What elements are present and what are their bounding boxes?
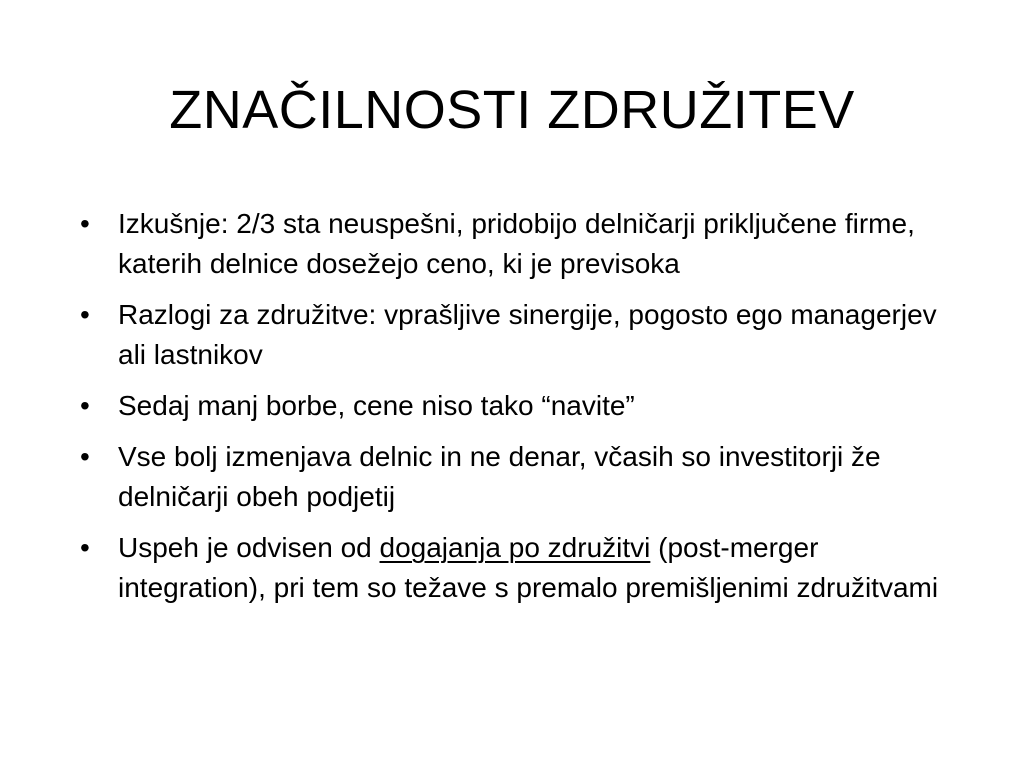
bullet-icon: •: [80, 390, 90, 421]
bullet-icon: •: [80, 208, 90, 239]
bullet-item-experience: [80, 204, 940, 284]
bullet-item-prices: [80, 386, 940, 426]
slide-title: ZNAČILNOSTI ZDRUŽITEV: [169, 80, 855, 140]
bullet-text: Vse bolj izmenjava delnic in ne denar, včasih so investitorji že delničarji obeh podjetij: [118, 441, 881, 512]
bullet-item-reasons: [80, 295, 940, 375]
bullet-icon: •: [80, 299, 90, 330]
underlined-phrase: dogajanja po združitvi: [379, 532, 651, 563]
bullet-icon: •: [80, 532, 90, 563]
bullet-item-success: [80, 528, 940, 608]
bullet-text: Izkušnje: 2/3 sta neuspešni, pridobijo delničarji priključene firme, katerih delnice dosežejo ceno, ki je previsoka: [118, 208, 915, 279]
bullet-item-share-exchange: [80, 437, 940, 517]
bullet-text-after: (post-merger integration), pri tem so težave s premalo premišljenimi združitvami: [118, 532, 939, 603]
bullet-list: [80, 204, 940, 619]
bullet-text: Sedaj manj borbe, cene niso tako “navite”: [118, 390, 635, 421]
bullet-text: [118, 532, 938, 603]
bullet-text: Razlogi za združitve: vprašljive sinergije, pogosto ego managerjev ali lastnikov: [118, 299, 937, 370]
bullet-icon: •: [80, 441, 90, 472]
bullet-text-before: Uspeh je odvisen od: [118, 532, 380, 563]
